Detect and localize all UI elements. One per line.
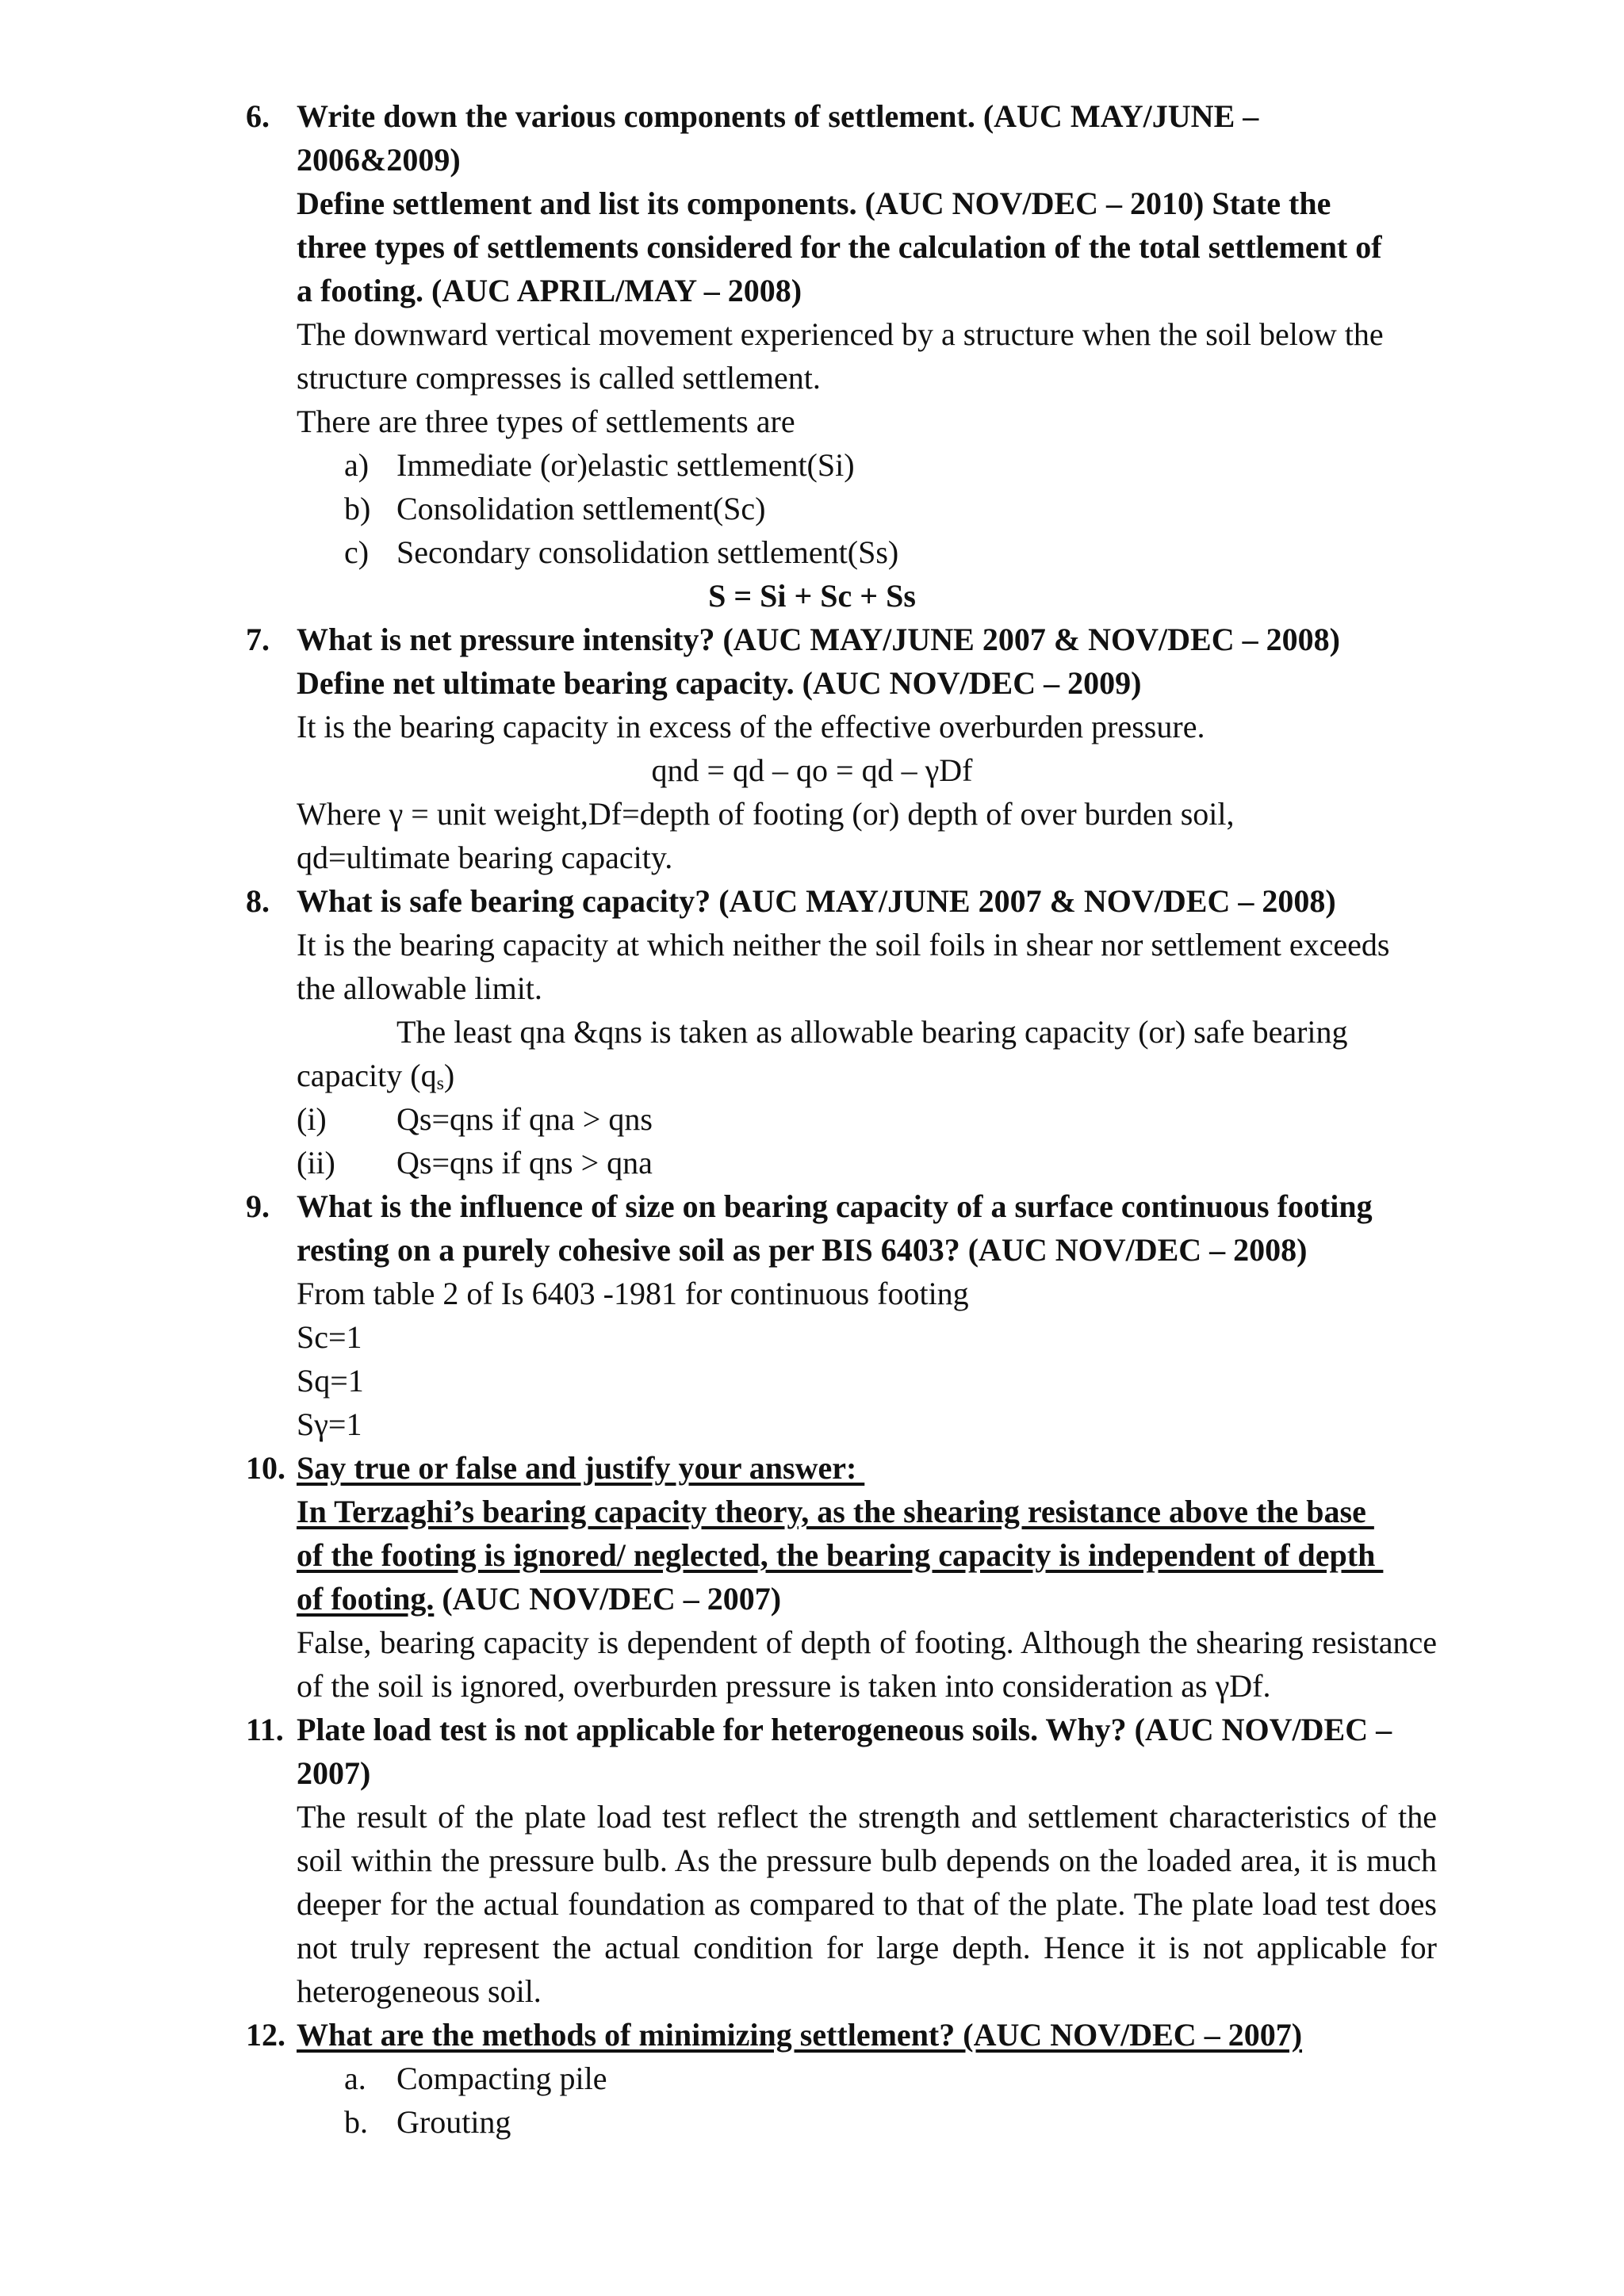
answer-text: The downward vertical movement experienced by a structure when the soil below the	[297, 316, 1384, 352]
question-number: 12.	[246, 2017, 285, 2053]
answer-text: Sγ=1	[297, 1406, 362, 1442]
list-marker: b)	[344, 491, 371, 526]
underlined-text: of footing.	[297, 1581, 435, 1617]
question-number: 6.	[246, 98, 270, 134]
list-item-text: Immediate (or)elastic settlement(Si)	[396, 447, 855, 483]
question-number: 11.	[246, 1712, 284, 1747]
question-number: 8.	[246, 883, 270, 919]
question-11	[0, 1708, 1624, 2013]
list-item-text: Secondary consolidation settlement(Ss)	[396, 534, 899, 570]
question-heading: What is net pressure intensity? (AUC MAY/JUNE 2007 & NOV/DEC – 2008)	[297, 622, 1340, 657]
list-item	[0, 2100, 1624, 2144]
question-heading: Define net ultimate bearing capacity. (AUC NOV/DEC – 2009)	[297, 665, 1142, 701]
question-number: 7.	[246, 622, 270, 657]
question-9	[0, 1184, 1624, 1446]
answer-text: From table 2 of Is 6403 -1981 for continuous footing	[297, 1276, 969, 1311]
question-heading: of the footing is ignored/ neglected, the bearing capacity is independent of depth	[297, 1537, 1384, 1573]
question-heading: What is safe bearing capacity? (AUC MAY/JUNE 2007 & NOV/DEC – 2008)	[297, 883, 1336, 919]
question-heading	[297, 1577, 1437, 1621]
list-item-text: Grouting	[396, 2104, 511, 2140]
answer-text: Where γ = unit weight,Df=depth of footing (or) depth of over burden soil,	[297, 796, 1235, 832]
question-10	[0, 1446, 1624, 1708]
answer-text: Sq=1	[297, 1363, 364, 1399]
list-item-text: Qs=qns if qns > qna	[396, 1145, 653, 1181]
list-marker: a)	[344, 447, 370, 483]
answer-text: It is the bearing capacity in excess of the effective overburden pressure.	[297, 709, 1205, 744]
answer-text: There are three types of settlements are	[297, 404, 795, 439]
list-item-text: Qs=qns if qna > qns	[396, 1101, 653, 1137]
answer-paragraph: The result of the plate load test reflect the strength and settlement characteristics of the soil within the pressure bulb. As the pressure bulb depends on the loaded area, it is much deeper for the actual foundation as compared to that of the plate. The plate load test does not truly represent the actual condition for large depth. Hence it is not applicable for heterogeneous soil.	[297, 1799, 1437, 2009]
question-heading: Write down the various components of settlement. (AUC MAY/JUNE –	[297, 98, 1259, 134]
answer-text: It is the bearing capacity at which neither the soil foils in shear nor settlement exceeds	[297, 927, 1390, 962]
answer-text: Sc=1	[297, 1319, 362, 1355]
list-marker: (ii)	[297, 1145, 335, 1181]
list-marker: b.	[344, 2104, 368, 2140]
question-heading: What is the influence of size on bearing capacity of a surface continuous footing	[297, 1188, 1373, 1224]
question-heading: Define settlement and list its components. (AUC NOV/DEC – 2010) State the	[297, 186, 1331, 221]
list-item	[0, 487, 1624, 530]
answer-paragraph: False, bearing capacity is dependent of depth of footing. Although the shearing resistance of the soil is ignored, overburden pressure is taken into consideration as γDf.	[297, 1624, 1437, 1704]
exam-reference: (AUC NOV/DEC – 2007)	[434, 1581, 782, 1617]
capacity-text: capacity (q	[297, 1058, 437, 1093]
list-marker: c)	[344, 534, 370, 570]
answer-text: qd=ultimate bearing capacity.	[297, 840, 673, 875]
list-item-text: Compacting pile	[396, 2061, 607, 2096]
question-heading: Say true or false and justify your answer:	[297, 1450, 865, 1486]
list-marker: (i)	[297, 1101, 327, 1137]
question-7	[0, 618, 1624, 748]
list-item-text: Consolidation settlement(Sc)	[396, 491, 766, 526]
question-heading: 2006&2009)	[297, 142, 461, 178]
capacity-close: )	[443, 1058, 455, 1093]
list-item	[0, 443, 1624, 487]
question-heading: In Terzaghi’s bearing capacity theory, as the shearing resistance above the base	[297, 1494, 1374, 1529]
question-heading: 2007)	[297, 1755, 371, 1791]
question-number: 10.	[246, 1450, 285, 1486]
answer-text	[297, 1054, 1437, 1097]
answer-text: the allowable limit.	[297, 970, 542, 1006]
answer-text: The least qna &qns is taken as allowable bearing capacity (or) safe bearing	[396, 1014, 1348, 1050]
question-heading: three types of settlements considered for the calculation of the total settlement of	[297, 229, 1382, 265]
list-marker: a.	[344, 2061, 366, 2096]
answer-text: structure compresses is called settlement.	[297, 360, 821, 396]
settlement-formula: S = Si + Sc + Ss	[708, 578, 916, 614]
list-item	[0, 1141, 1624, 1184]
page-content	[0, 94, 1624, 2144]
net-pressure-formula: qnd = qd – qo = qd – γDf	[651, 752, 973, 788]
list-item	[0, 1097, 1624, 1141]
question-heading: resting on a purely cohesive soil as per BIS 6403? (AUC NOV/DEC – 2008)	[297, 1232, 1308, 1268]
question-7-where	[0, 792, 1624, 879]
question-6	[0, 94, 1624, 443]
list-item	[0, 2057, 1624, 2100]
subscript-s: s	[436, 1073, 444, 1094]
list-item	[0, 530, 1624, 574]
question-number: 9.	[246, 1188, 270, 1224]
question-8	[0, 879, 1624, 1097]
question-heading: a footing. (AUC APRIL/MAY – 2008)	[297, 273, 802, 308]
question-12	[0, 2013, 1624, 2057]
question-heading: Plate load test is not applicable for heterogeneous soils. Why? (AUC NOV/DEC –	[297, 1712, 1392, 1747]
question-heading: What are the methods of minimizing settlement? (AUC NOV/DEC – 2007)	[297, 2017, 1303, 2053]
